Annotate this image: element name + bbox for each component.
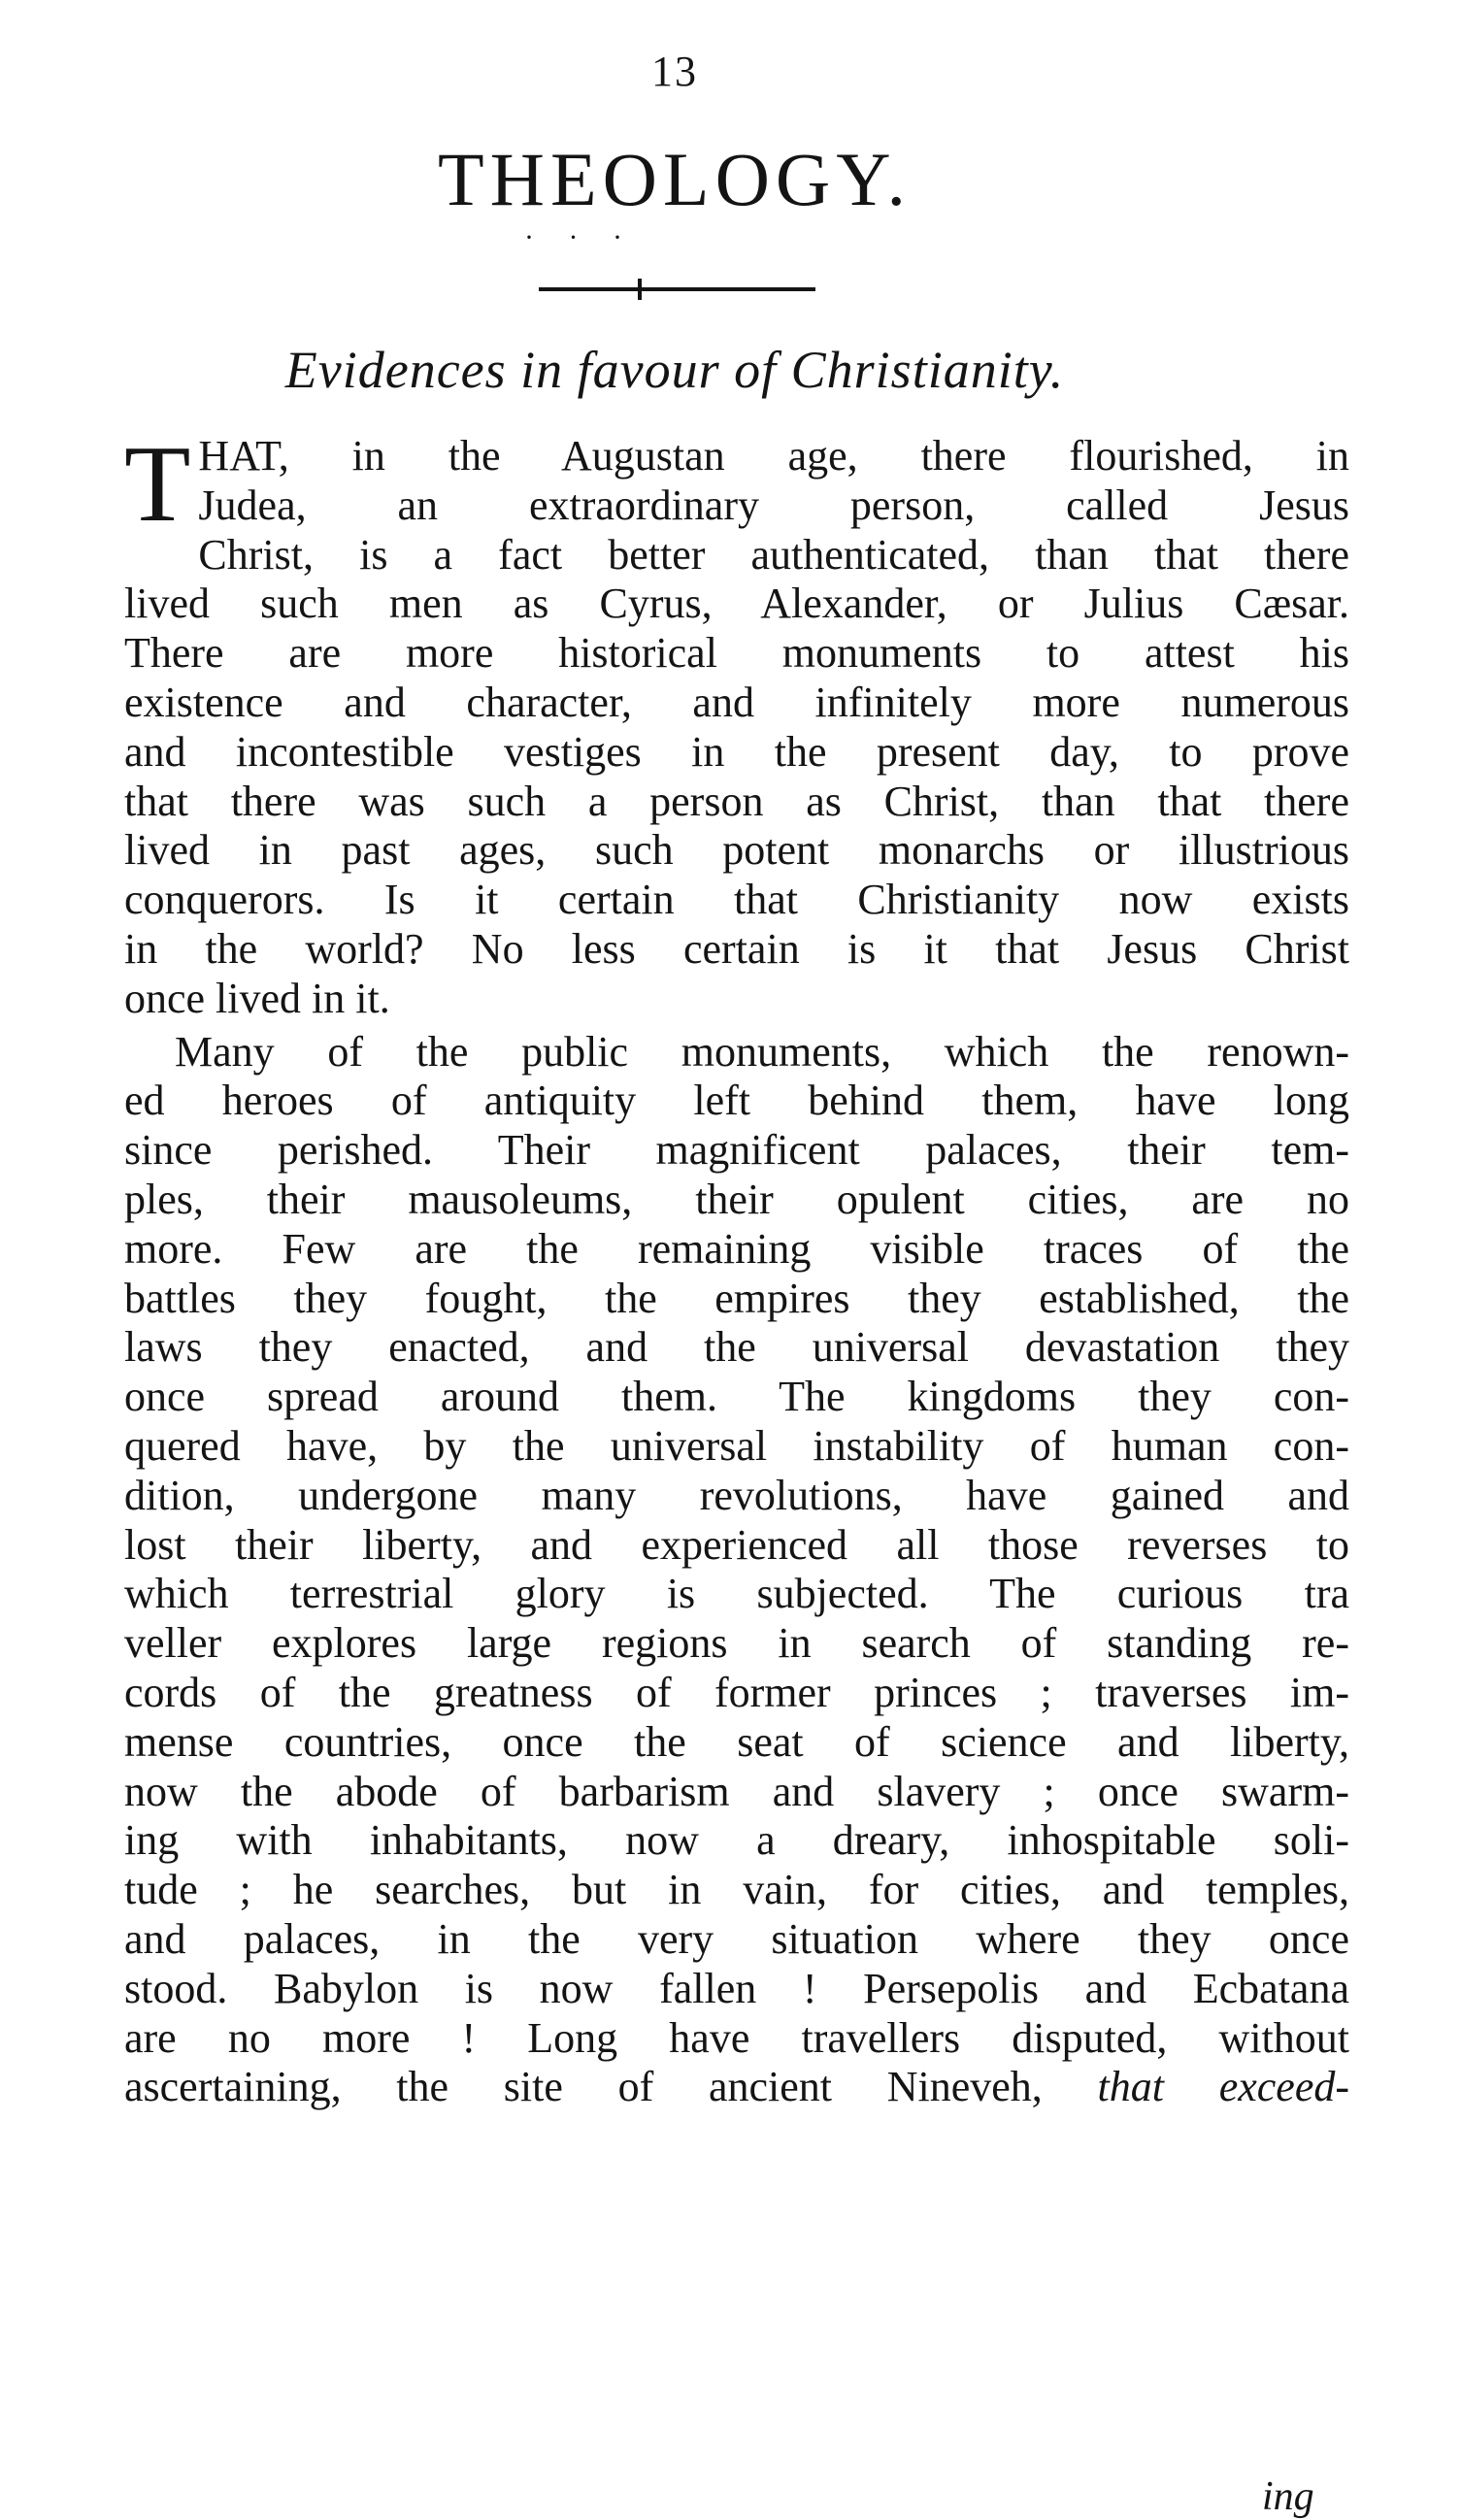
print-specks: · · · <box>524 221 636 253</box>
text-line: quered have, by the universal instability of human con- <box>124 1421 1349 1470</box>
text-line: lived in past ages, such potent monarchs or illustrious <box>124 826 1349 875</box>
text-line: laws they enacted, and the universal devastation they <box>124 1323 1349 1372</box>
body-text <box>124 424 1350 2112</box>
text-line: THAT, in the Augustan age, there flourished, in <box>124 424 1349 545</box>
drop-cap: T <box>124 424 191 545</box>
text-line: once lived in it. <box>124 974 390 1022</box>
chapter-title: THEOLOGY. <box>437 137 913 221</box>
text-line: which terrestrial glory is subjected. The curious tra <box>124 1570 1349 1618</box>
text-line: in the world? No less certain is it that Jesus Christ <box>124 924 1349 973</box>
text-line: existence and character, and infinitely more numerous <box>124 678 1349 726</box>
text-line: are no more ! Long have travellers disputed, without <box>124 2013 1349 2062</box>
text-line: stood. Babylon is now fallen ! Persepolis and Ecbatana <box>124 1964 1349 2012</box>
text-line: Christ, is a fact better authenticated, than that there <box>198 530 1349 579</box>
text-line: tude ; he searches, but in vain, for cities, and temples, <box>124 1866 1349 1914</box>
text-line: since perished. Their magnificent palaces, their tem- <box>124 1126 1349 1175</box>
text-line: battles they fought, the empires they established, the <box>124 1274 1349 1322</box>
page-number: 13 <box>651 48 698 95</box>
text-line: that there was such a person as Christ, than that there <box>124 777 1349 825</box>
text-line: dition, undergone many revolutions, have gained and <box>124 1471 1349 1519</box>
text-line: Many of the public monuments, which the renown- <box>175 1027 1349 1076</box>
text-line: ing with inhabitants, now a dreary, inhospitable soli- <box>124 1816 1349 1865</box>
text-line: veller explores large regions in search of standing re- <box>124 1619 1349 1668</box>
text-line: ascertaining, the site of ancient Nineveh, that exceed- <box>124 2063 1350 2111</box>
text-line: lived such men as Cyrus, Alexander, or Julius Cæsar. <box>124 580 1349 628</box>
ornamental-rule <box>539 287 815 291</box>
text-line: ed heroes of antiquity left behind them, have long <box>124 1077 1349 1125</box>
text-line: once spread around them. The kingdoms they con- <box>124 1373 1349 1421</box>
text-line: mense countries, once the seat of science and liberty, <box>124 1717 1349 1766</box>
text-line: more. Few are the remaining visible traces of the <box>124 1224 1349 1273</box>
italic-phrase: that exceed- <box>1097 2063 1350 2111</box>
text-line: and palaces, in the very situation where they once <box>124 1914 1349 1963</box>
text-line: and incontestible vestiges in the present day, to prove <box>124 727 1349 776</box>
section-subtitle: Evidences in favour of Christianity. <box>284 341 1065 399</box>
catchword: ing <box>1262 2474 1314 2519</box>
text-line: lost their liberty, and experienced all those reverses to <box>124 1520 1349 1569</box>
text-line: Judea, an extraordinary person, called Jesus <box>198 481 1349 529</box>
text-line: ples, their mausoleums, their opulent cities, are no <box>124 1175 1349 1223</box>
text-line: cords of the greatness of former princes ; traverses im- <box>124 1668 1349 1716</box>
text-line: now the abode of barbarism and slavery ; once swarm- <box>124 1767 1349 1815</box>
text-line: There are more historical monuments to attest his <box>124 629 1349 678</box>
text-line: conquerors. Is it certain that Christianity now exists <box>124 876 1349 924</box>
